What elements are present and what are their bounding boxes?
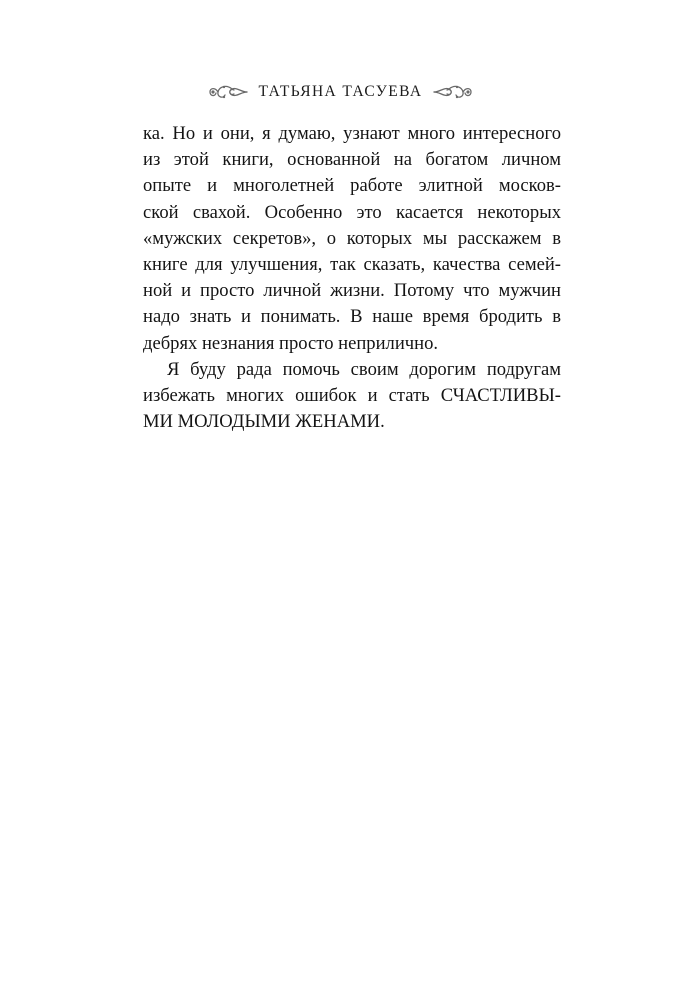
- body-text: [143, 121, 561, 435]
- floral-flourish-left-icon: [207, 81, 249, 103]
- text-line: МИ МОЛОДЫМИ ЖЕНАМИ.: [143, 411, 385, 433]
- floral-flourish-right-icon: [432, 81, 474, 103]
- text-line: из этой книги, основанной на богатом личном: [143, 149, 561, 171]
- text-line: опыте и многолетней работе элитной москов-: [143, 175, 561, 197]
- running-header-title: ТАТЬЯНА ТАСУЕВА: [258, 83, 423, 100]
- text-line: надо знать и понимать. В наше время бродить в: [143, 306, 561, 328]
- paragraph: [143, 357, 561, 436]
- paragraph-continuation: [143, 121, 561, 357]
- text-line: «мужских секретов», о которых мы расскажем в: [143, 227, 561, 249]
- text-line: Я буду рада помочь своим дорогим подругам: [167, 358, 561, 380]
- text-line: ской свахой. Особенно это касается некоторых: [143, 201, 561, 223]
- text-line: ной и просто личной жизни. Потому что мужчин: [143, 280, 561, 302]
- text-line: книге для улучшения, так сказать, качества семей-: [143, 253, 561, 275]
- text-line: избежать многих ошибок и стать СЧАСТЛИВЫ-: [143, 384, 561, 406]
- text-line: дебрях незнания просто неприлично.: [143, 332, 439, 354]
- text-line: ка. Но и они, я думаю, узнают много интересного: [143, 123, 561, 144]
- running-header: [0, 72, 681, 112]
